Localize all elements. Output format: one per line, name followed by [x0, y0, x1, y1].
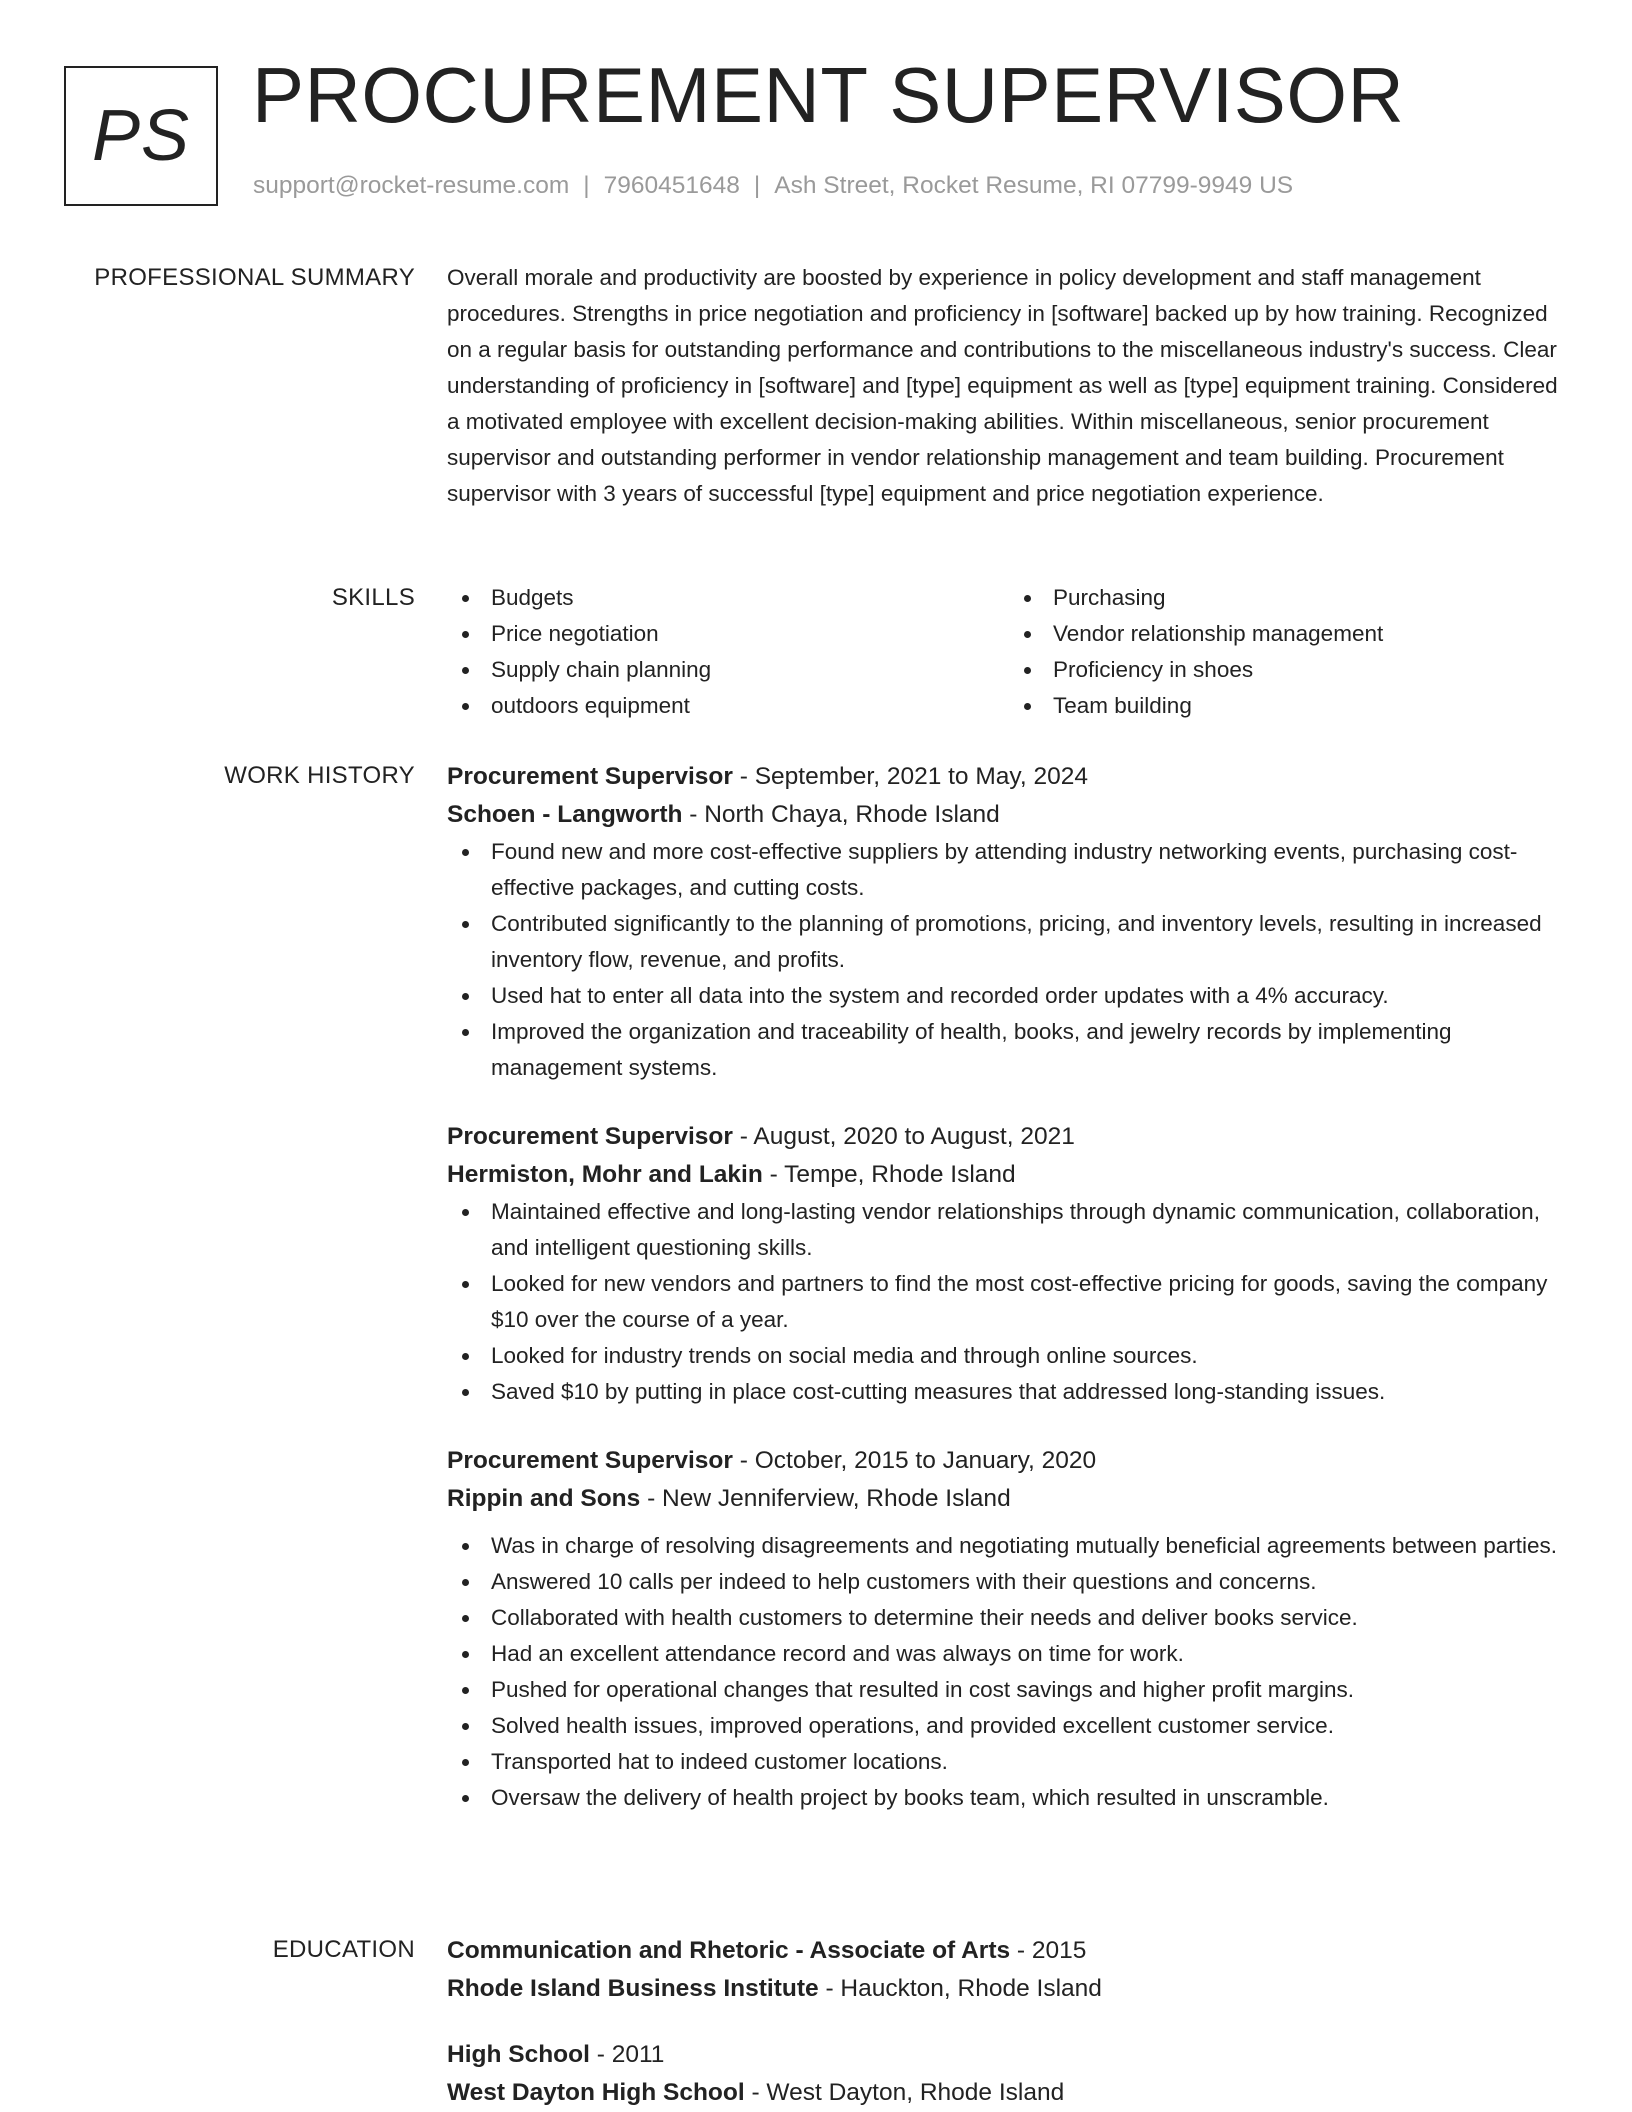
skill-item: Team building — [1053, 688, 1571, 724]
skills-body — [447, 580, 1571, 724]
job-bullet: Looked for new vendors and partners to find the most cost-effective pricing for goods, saving the company $10 over the course of a year. — [491, 1266, 1571, 1338]
job-bullet: Used hat to enter all data into the system and recorded order updates with a 4% accuracy. — [491, 978, 1571, 1014]
job-bullet: Was in charge of resolving disagreements and negotiating mutually beneficial agreements between parties. — [491, 1528, 1571, 1564]
job-entry — [447, 1118, 1571, 1410]
section-heading-skills: SKILLS — [331, 584, 415, 611]
skill-item: outdoors equipment — [491, 688, 1009, 724]
skills-list-left — [447, 580, 1009, 724]
job-entry — [447, 1442, 1571, 1816]
education-degree-line — [447, 2036, 1571, 2074]
resume-name: PROCUREMENT SUPERVISOR — [252, 51, 1405, 139]
job-bullet: Solved health issues, improved operations, and provided excellent customer service. — [491, 1708, 1571, 1744]
education-year: - 2011 — [589, 2041, 665, 2068]
job-dates: - October, 2015 to January, 2020 — [732, 1447, 1097, 1474]
work-history-body — [447, 758, 1571, 1816]
education-degree-line — [447, 1932, 1571, 1970]
job-dates: - September, 2021 to May, 2024 — [732, 763, 1088, 790]
education-location: - West Dayton, Rhode Island — [744, 2079, 1065, 2106]
monogram-badge — [64, 66, 218, 206]
education-body — [447, 1932, 1571, 2112]
education-school: West Dayton High School — [447, 2079, 745, 2106]
job-location: - Tempe, Rhode Island — [762, 1161, 1016, 1188]
skill-item: Budgets — [491, 580, 1009, 616]
job-title: Procurement Supervisor — [447, 1447, 733, 1474]
job-bullet-list — [447, 834, 1571, 1086]
job-bullet: Contributed significantly to the planning of promotions, pricing, and inventory levels, resulting in increased inventory flow, revenue, and profits. — [491, 906, 1571, 978]
job-bullet: Maintained effective and long-lasting vendor relationships through dynamic communication, collaboration, and intelligent questioning skills. — [491, 1194, 1571, 1266]
summary-body — [447, 260, 1571, 512]
section-heading-summary: PROFESSIONAL SUMMARY — [94, 264, 415, 291]
contact-separator: | — [583, 172, 590, 199]
education-year: - 2015 — [1010, 1937, 1087, 1964]
job-bullet: Pushed for operational changes that resulted in cost savings and higher profit margins. — [491, 1672, 1571, 1708]
job-bullet: Found new and more cost-effective suppliers by attending industry networking events, purchasing cost-effective packages, and cutting costs. — [491, 834, 1571, 906]
job-bullet-list — [447, 1528, 1571, 1816]
skills-grid — [447, 580, 1571, 724]
job-bullet: Transported hat to indeed customer locations. — [491, 1744, 1571, 1780]
job-bullet: Looked for industry trends on social media and through online sources. — [491, 1338, 1571, 1374]
job-company: Hermiston, Mohr and Lakin — [447, 1161, 763, 1188]
monogram-initials: PS — [91, 96, 191, 176]
education-location: - Hauckton, Rhode Island — [818, 1975, 1102, 2002]
skills-list-right — [1009, 580, 1571, 724]
job-company-line — [447, 1156, 1571, 1194]
job-bullet: Improved the organization and traceability of health, books, and jewelry records by implementing management systems. — [491, 1014, 1571, 1086]
job-title: Procurement Supervisor — [447, 1123, 733, 1150]
contact-email: support@rocket-resume.com — [253, 172, 570, 199]
job-entry — [447, 758, 1571, 1086]
job-company: Rippin and Sons — [447, 1485, 641, 1512]
job-title-line — [447, 1442, 1571, 1480]
education-degree: Communication and Rhetoric - Associate of Arts — [447, 1937, 1011, 1964]
summary-text: Overall morale and productivity are boosted by experience in policy development and staff management procedures. Strengths in price negotiation and proficiency in [software] backed up by how training. Recognized on a regular basis for outstanding performance and contributions to the miscellaneous industry's success. Clear understanding of proficiency in [software] and [type] equipment as well as [type] equipment training. Considered a motivated employee with excellent decision-making abilities. Within miscellaneous, senior procurement supervisor and outstanding performer in vendor relationship management and team building. Procurement supervisor with 3 years of successful [type] equipment and price negotiation experience. — [447, 265, 1558, 506]
job-location: - North Chaya, Rhode Island — [682, 801, 1000, 828]
job-bullet: Collaborated with health customers to determine their needs and deliver books service. — [491, 1600, 1571, 1636]
section-heading-work-history: WORK HISTORY — [224, 762, 415, 789]
contact-address: Ash Street, Rocket Resume, RI 07799-9949 US — [774, 172, 1294, 199]
job-company-line — [447, 796, 1571, 834]
skill-item: Proficiency in shoes — [1053, 652, 1571, 688]
education-entry — [447, 2036, 1571, 2112]
job-bullet: Had an excellent attendance record and was always on time for work. — [491, 1636, 1571, 1672]
job-title: Procurement Supervisor — [447, 763, 733, 790]
skill-item: Purchasing — [1053, 580, 1571, 616]
skill-item: Price negotiation — [491, 616, 1009, 652]
skill-item: Vendor relationship management — [1053, 616, 1571, 652]
job-bullet-list — [447, 1194, 1571, 1410]
job-bullet: Saved $10 by putting in place cost-cutting measures that addressed long-standing issues. — [491, 1374, 1571, 1410]
job-title-line — [447, 1118, 1571, 1156]
job-bullet: Answered 10 calls per indeed to help customers with their questions and concerns. — [491, 1564, 1571, 1600]
job-dates: - August, 2020 to August, 2021 — [732, 1123, 1075, 1150]
education-school: Rhode Island Business Institute — [447, 1975, 819, 2002]
skill-item: Supply chain planning — [491, 652, 1009, 688]
contact-separator: | — [753, 172, 761, 199]
job-location: - New Jenniferview, Rhode Island — [640, 1485, 1011, 1512]
education-school-line — [447, 2074, 1571, 2112]
education-school-line — [447, 1970, 1571, 2008]
education-entry — [447, 1932, 1571, 2008]
job-company: Schoen - Langworth — [447, 801, 683, 828]
contact-line — [253, 174, 1293, 199]
job-bullet: Oversaw the delivery of health project by books team, which resulted in unscramble. — [491, 1780, 1571, 1816]
section-heading-education: EDUCATION — [272, 1936, 415, 1963]
job-company-line — [447, 1480, 1571, 1518]
job-title-line — [447, 758, 1571, 796]
education-degree: High School — [447, 2041, 590, 2068]
contact-phone: 7960451648 — [603, 172, 740, 199]
